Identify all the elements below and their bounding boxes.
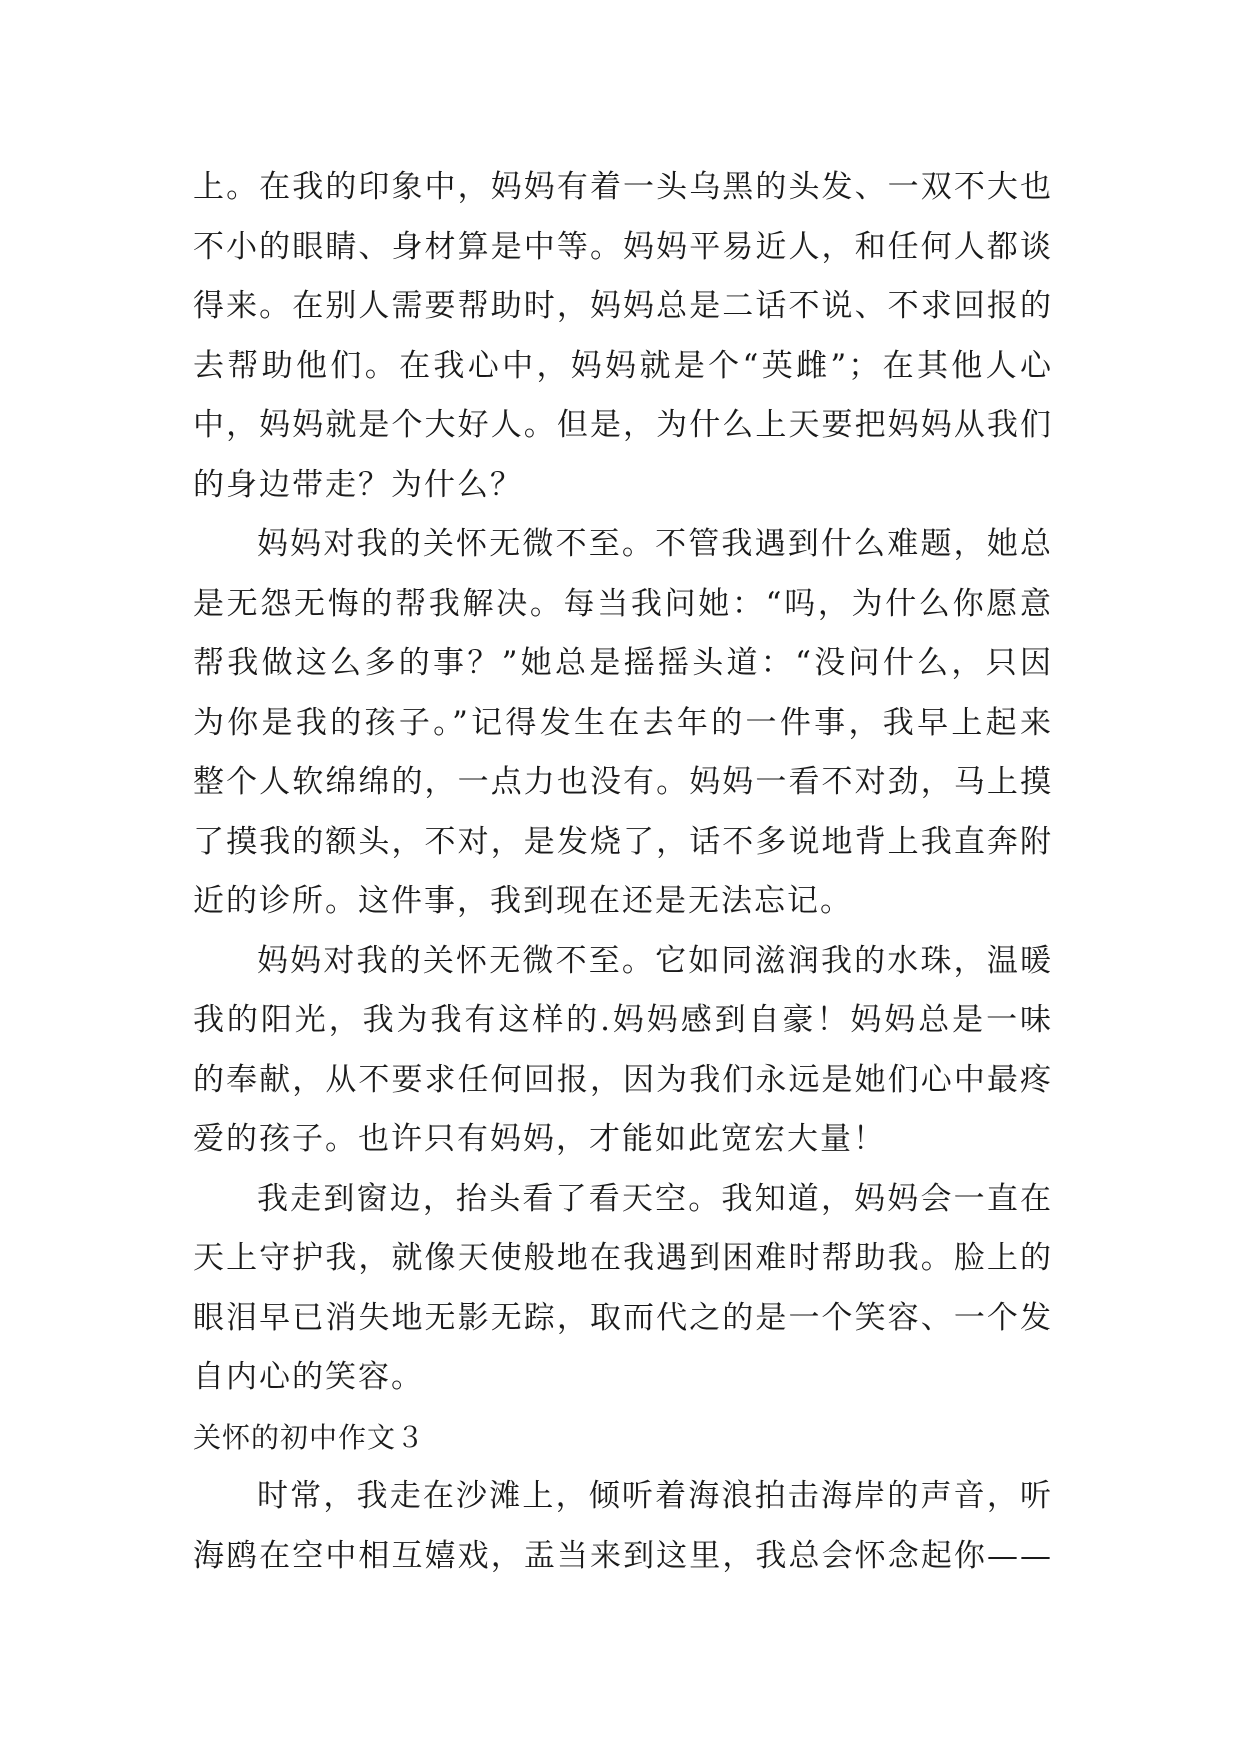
text-line: 近的诊所。这件事，我到现在还是无法忘记。 — [193, 883, 853, 919]
text-line: 不小的眼睛、身材算是中等。妈妈平易近人，和任何人都谈 — [193, 228, 1053, 265]
text-line: 是无怨无悔的帮我解决。每当我问她：“吗，为什么你愿意 — [193, 585, 1053, 622]
text-line: 自内心的笑容。 — [193, 1359, 424, 1395]
section-heading: 关怀的初中作文３ — [193, 1420, 426, 1454]
text-line: 我的阳光，我为我有这样的.妈妈感到自豪！妈妈总是一味 — [193, 1002, 1053, 1038]
text-line: 的奉献，从不要求任何回报，因为我们永远是她们心中最疼 — [193, 1061, 1053, 1098]
text-line: 爱的孩子。也许只有妈妈，才能如此宽宏大量！ — [193, 1121, 886, 1157]
text-line: 的身边带走？为什么？ — [193, 466, 523, 503]
text-line: 眼泪早已消失地无影无踪，取而代之的是一个笑容、一个发 — [193, 1299, 1053, 1336]
text-line: 为你是我的孩子。”记得发生在去年的一件事，我早上起来 — [193, 704, 1053, 741]
text-line: 我走到窗边，抬头看了看天空。我知道，妈妈会一直在 — [257, 1180, 1053, 1217]
text-line: 了摸我的额头，不对，是发烧了，话不多说地背上我直奔附 — [193, 823, 1053, 860]
text-line: 天上守护我，就像天使般地在我遇到困难时帮助我。脸上的 — [193, 1240, 1053, 1276]
text-line: 上。在我的印象中，妈妈有着一头乌黑的头发、一双不大也 — [193, 169, 1053, 205]
text-line: 时常，我走在沙滩上，倾听着海浪拍击海岸的声音，听 — [257, 1478, 1053, 1514]
text-line: 帮我做这么多的事？”她总是摇摇头道：“没问什么，只因 — [193, 645, 1053, 681]
text-line: 妈妈对我的关怀无微不至。它如同滋润我的水珠，温暖 — [257, 942, 1053, 979]
text-line: 整个人软绵绵的，一点力也没有。妈妈一看不对劲，马上摸 — [193, 764, 1053, 800]
text-line: 海鸥在空中相互嬉戏，盂当来到这里，我总会怀念起你—— — [193, 1537, 1053, 1574]
text-line: 得来。在别人需要帮助时，妈妈总是二话不说、不求回报的 — [193, 288, 1053, 324]
text-line: 中，妈妈就是个大好人。但是，为什么上天要把妈妈从我们 — [193, 407, 1053, 443]
article-body — [193, 158, 1053, 1586]
text-line: 妈妈对我的关怀无微不至。不管我遇到什么难题，她总 — [257, 526, 1053, 562]
text-line: 去帮助他们。在我心中，妈妈就是个“英雌”；在其他人心 — [193, 347, 1053, 384]
